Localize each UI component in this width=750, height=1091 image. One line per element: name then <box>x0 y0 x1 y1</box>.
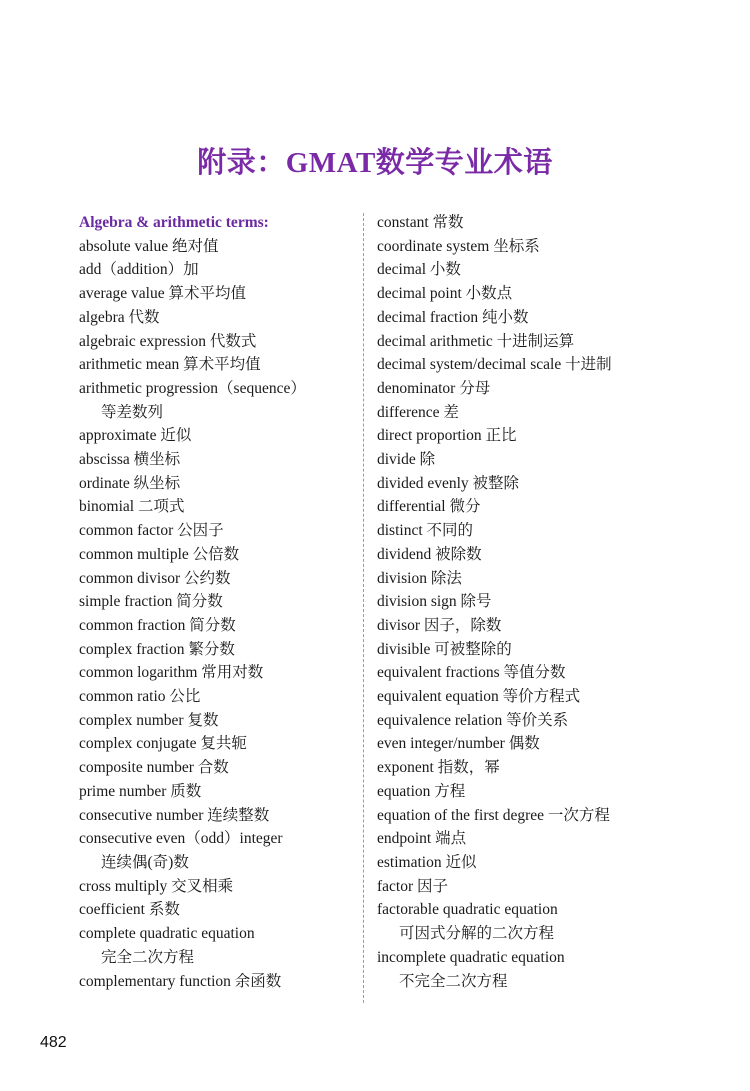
term-entry: decimal arithmetic 十进制运算 <box>377 332 575 350</box>
right-term-list <box>377 211 677 993</box>
term-entry: absolute value 绝对值 <box>79 237 219 255</box>
term-entry: divide 除 <box>377 451 436 469</box>
term-entry: denominator 分母 <box>377 379 491 397</box>
term-entry: dividend 被除数 <box>377 545 482 563</box>
term-entry: common divisor 公约数 <box>79 569 231 587</box>
left-term-list <box>79 235 354 994</box>
term-entry: decimal 小数 <box>377 261 461 279</box>
term-entry: arithmetic mean 算术平均值 <box>79 356 261 374</box>
term-entry: division 除法 <box>377 569 462 587</box>
section-heading: Algebra & arithmetic terms: <box>79 214 269 231</box>
term-entry: 等差数列 <box>101 403 164 421</box>
term-entry: add（addition）加 <box>79 261 199 279</box>
term-entry: cross multiply 交叉相乘 <box>79 877 234 895</box>
term-entry: ordinate 纵坐标 <box>79 474 181 492</box>
column-divider <box>363 213 364 1003</box>
term-entry: abscissa 横坐标 <box>79 451 181 469</box>
term-entry: consecutive even（odd）integer <box>79 830 283 848</box>
term-entry: common factor 公因子 <box>79 522 224 540</box>
term-entry: decimal system/decimal scale 十进制 <box>377 356 612 374</box>
term-entry: complete quadratic equation <box>79 925 255 943</box>
term-entry: divisor 因子，除数 <box>377 616 502 634</box>
term-entry: common logarithm 常用对数 <box>79 664 264 682</box>
term-entry: equation 方程 <box>377 782 466 800</box>
term-entry: equivalent fractions 等值分数 <box>377 664 566 682</box>
term-entry: complex fraction 繁分数 <box>79 640 235 658</box>
term-entry: direct proportion 正比 <box>377 427 517 445</box>
term-entry: factor 因子 <box>377 877 449 895</box>
term-entry: incomplete quadratic equation <box>377 948 565 966</box>
term-entry: common multiple 公倍数 <box>79 545 240 563</box>
term-entry: average value 算术平均值 <box>79 285 246 303</box>
term-entry: divisible 可被整除的 <box>377 640 512 658</box>
term-entry: estimation 近似 <box>377 853 477 871</box>
term-entry: algebraic expression 代数式 <box>79 332 257 350</box>
term-entry: complex number 复数 <box>79 711 219 729</box>
term-entry: divided evenly 被整除 <box>377 474 520 492</box>
term-entry: common ratio 公比 <box>79 688 201 706</box>
term-entry: decimal fraction 纯小数 <box>377 308 529 326</box>
page-title: 附录：GMAT数学专业术语 <box>197 147 553 179</box>
term-entry: coordinate system 坐标系 <box>377 237 540 255</box>
term-entry: consecutive number 连续整数 <box>79 806 270 824</box>
term-entry: algebra 代数 <box>79 308 160 326</box>
right-column <box>377 211 677 993</box>
term-entry: exponent 指数，幂 <box>377 759 500 777</box>
term-entry: complementary function 余函数 <box>79 972 282 990</box>
page-number: 482 <box>40 1034 67 1051</box>
term-entry: binomial 二项式 <box>79 498 185 516</box>
term-entry: prime number 质数 <box>79 782 202 800</box>
term-entry: composite number 合数 <box>79 759 229 777</box>
term-entry: arithmetic progression（sequence） <box>79 379 306 397</box>
term-entry: equivalence relation 等价关系 <box>377 711 569 729</box>
term-entry: 连续偶(奇)数 <box>101 853 189 871</box>
term-entry: complex conjugate 复共轭 <box>79 735 247 753</box>
term-entry: constant 常数 <box>377 214 464 231</box>
term-entry: approximate 近似 <box>79 427 192 445</box>
term-entry: common fraction 简分数 <box>79 616 236 634</box>
term-entry: 可因式分解的二次方程 <box>399 925 555 943</box>
term-entry: endpoint 端点 <box>377 830 467 848</box>
term-entry: even integer/number 偶数 <box>377 735 540 753</box>
term-entry: difference 差 <box>377 403 459 421</box>
term-entry: equation of the first degree 一次方程 <box>377 806 610 824</box>
term-entry: equivalent equation 等价方程式 <box>377 688 581 706</box>
term-entry: coefficient 系数 <box>79 901 180 919</box>
term-entry: division sign 除号 <box>377 593 492 611</box>
term-entry: distinct 不同的 <box>377 522 474 540</box>
term-entry: factorable quadratic equation <box>377 901 558 919</box>
left-column <box>79 211 354 993</box>
term-entry: 完全二次方程 <box>101 948 195 966</box>
term-entry: decimal point 小数点 <box>377 285 513 303</box>
term-entry: 不完全二次方程 <box>399 972 508 990</box>
term-entry: simple fraction 简分数 <box>79 593 223 611</box>
term-entry: differential 微分 <box>377 498 481 516</box>
